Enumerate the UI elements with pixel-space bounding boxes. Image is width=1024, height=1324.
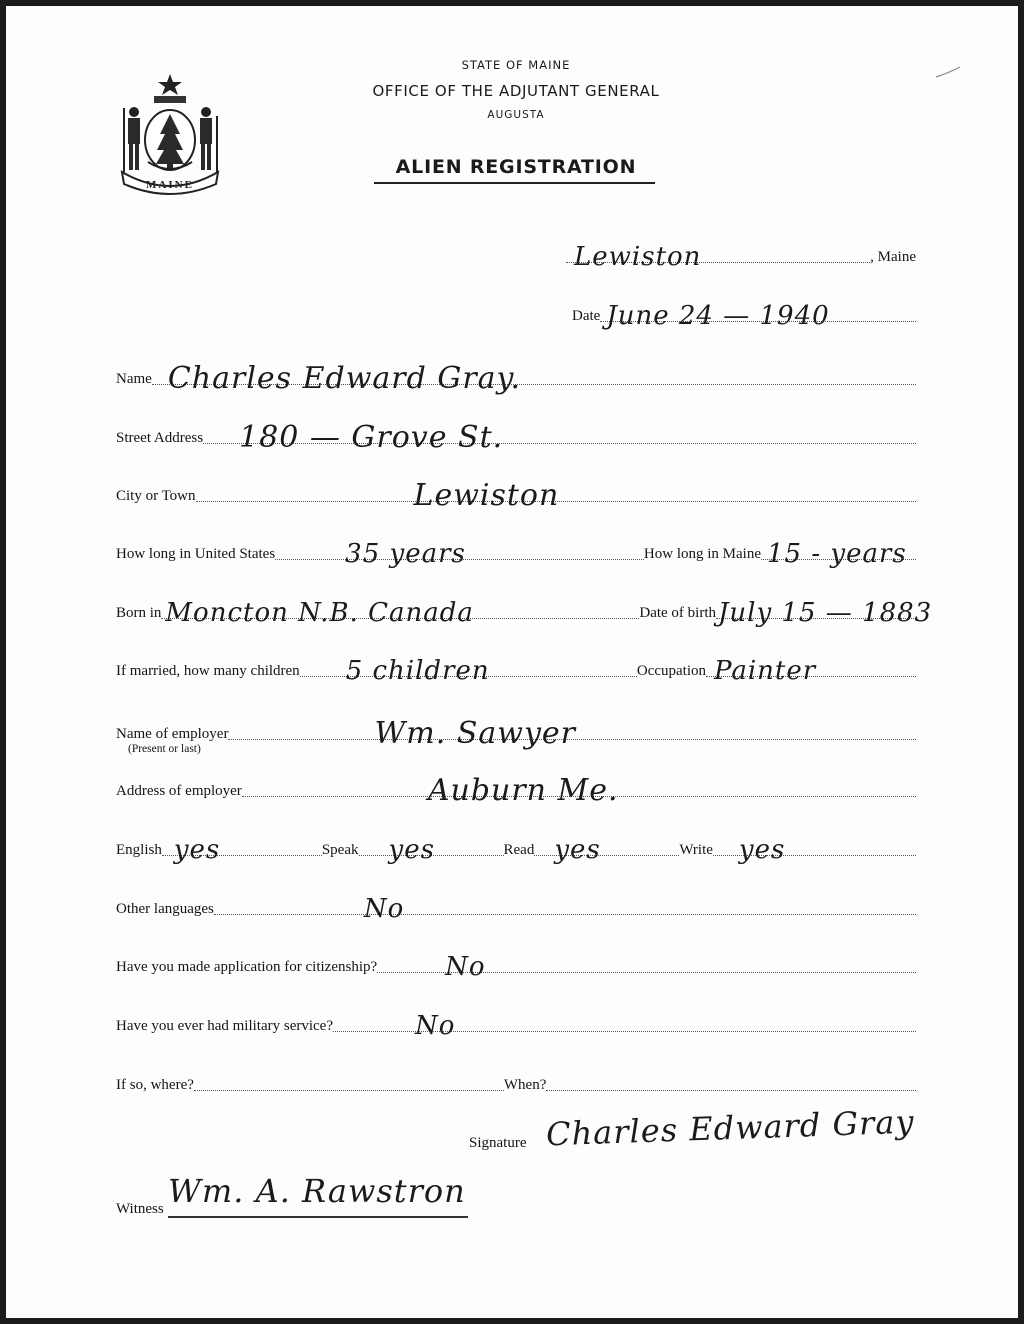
write-value: yes [738,835,786,865]
years-maine-value: 15 - years [767,539,907,569]
city-row [116,478,916,513]
header-state: STATE OF MAINE [461,58,571,72]
witness-label: Witness [116,1201,164,1217]
read-label: Read [503,842,535,858]
children-label: If married, how many children [116,663,300,679]
employer-value: Wm. Sawyer [374,716,576,751]
speak-field[interactable] [359,835,504,865]
witness-value[interactable]: Wm. A. Rawstron [168,1172,466,1210]
years-row [116,539,916,569]
title-underline [374,182,655,184]
date-value: June 24 — 1940 [606,301,830,331]
witness-underline [168,1216,468,1218]
write-label: Write [679,842,713,858]
other-languages-field[interactable] [214,894,916,924]
dob-field[interactable] [716,598,933,628]
place-value: Lewiston [574,242,702,272]
when-label: When? [503,1077,547,1093]
street-label: Street Address [116,430,204,446]
occupation-label: Occupation [636,663,706,679]
header-city: AUGUSTA [487,109,545,121]
born-in-value: Moncton N.B. Canada [165,598,474,628]
military-field[interactable] [333,1011,916,1041]
name-value: Charles Edward Gray. [167,361,522,396]
employer-sublabel: (Present or last) [128,743,201,755]
date-field[interactable] [600,301,916,331]
speak-label: Speak [321,842,359,858]
employer-field[interactable] [228,716,916,751]
occupation-value: Painter [714,656,817,686]
place-field[interactable] [566,242,870,272]
employer-label: Name of employer [116,726,229,742]
born-row [116,598,933,628]
place-suffix: , Maine [870,249,916,265]
when-field[interactable] [546,1072,916,1091]
registration-form [6,6,1018,1318]
born-in-label: Born in [116,605,162,621]
other-languages-row [116,894,916,924]
english-field[interactable] [162,835,322,865]
date-label: Date [572,308,601,324]
city-label: City or Town [116,488,196,504]
name-field[interactable] [152,361,916,396]
other-languages-value: No [363,894,405,924]
city-value: Lewiston [413,478,560,513]
employer-address-label: Address of employer [116,783,242,799]
years-maine-field[interactable] [761,539,916,569]
maine-seal-icon [114,72,226,196]
signature-value[interactable]: Charles Edward Gray [545,1102,916,1154]
dob-value: July 15 — 1883 [718,598,933,628]
place-row [566,242,916,272]
years-maine-label: How long in Maine [643,546,761,562]
city-field[interactable] [196,478,916,513]
years-us-field[interactable] [275,539,644,569]
where-when-row [116,1072,916,1094]
header-office: OFFICE OF THE ADJUTANT GENERAL [372,82,660,100]
street-value: 180 — Grove St. [239,420,504,455]
years-us-value: 35 years [345,539,466,569]
military-row [116,1011,916,1041]
citizenship-field[interactable] [377,952,916,982]
form-title: ALIEN REGISTRATION [395,156,637,178]
military-value: No [415,1011,456,1041]
employer-address-row [116,773,916,808]
citizenship-row [116,952,916,982]
where-field[interactable] [194,1072,504,1091]
where-label: If so, where? [116,1077,194,1093]
citizenship-label: Have you made application for citizenship? [116,959,378,975]
name-row [116,361,916,396]
children-field[interactable] [300,656,637,686]
date-row [572,301,916,331]
language-row [116,835,916,865]
english-label: English [116,842,162,858]
english-value: yes [173,835,221,865]
children-value: 5 children [345,656,490,686]
employer-address-value: Auburn Me. [427,773,619,808]
military-label: Have you ever had military service? [116,1018,333,1034]
occupation-field[interactable] [706,656,916,686]
dob-label: Date of birth [639,605,716,621]
citizenship-value: No [445,952,486,982]
speak-value: yes [388,835,435,865]
seal-label: MAINE [146,179,194,191]
write-field[interactable] [713,835,916,865]
employer-address-field[interactable] [242,773,916,808]
children-row [116,656,916,686]
street-field[interactable] [203,420,916,455]
read-field[interactable] [534,835,679,865]
signature-label: Signature [469,1135,527,1151]
pencil-mark-icon [934,66,962,78]
name-label: Name [116,371,152,387]
born-in-field[interactable] [161,598,639,628]
other-languages-label: Other languages [116,901,214,917]
read-value: yes [554,835,601,865]
street-row [116,420,916,455]
years-us-label: How long in United States [116,546,276,562]
